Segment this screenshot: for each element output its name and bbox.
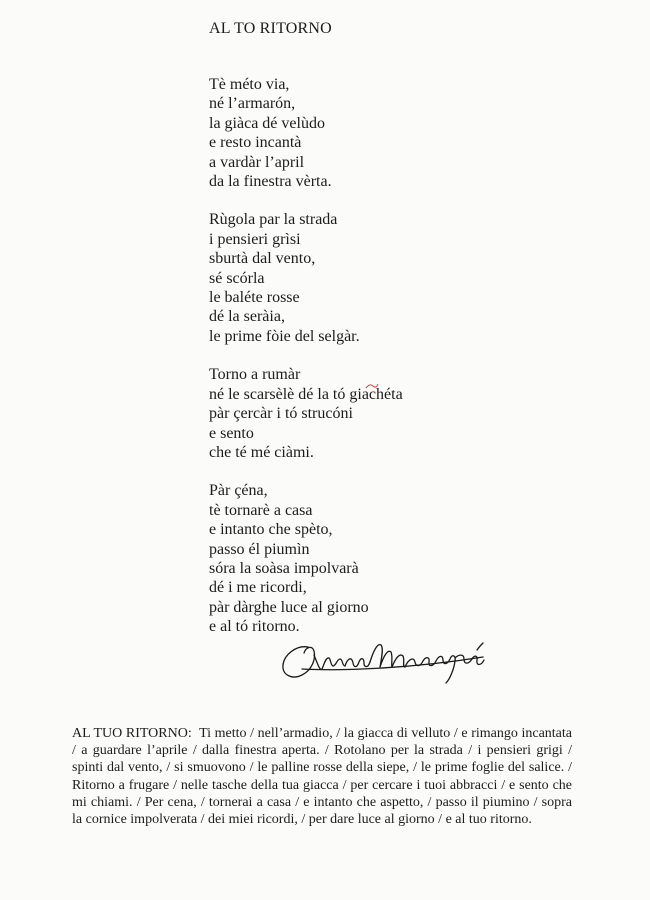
poem-line: sé scórla (209, 269, 265, 287)
poem-line: le prime fòie del selgàr. (209, 327, 360, 345)
poem-line: né le scarsèlè dé la tó giachéta (209, 385, 403, 403)
poem-line: e intanto che spèto, (209, 521, 333, 539)
handwritten-signature (278, 625, 493, 687)
poem-line: e resto incantà (209, 134, 302, 152)
stanza-3 (209, 365, 403, 462)
poem-line: da la finestra vèrta. (209, 173, 332, 191)
translation-paragraph (72, 725, 572, 828)
poem-line: Torno a rumàr (209, 366, 301, 384)
pen-mark (365, 382, 379, 390)
poem-line: a vardàr l’april (209, 153, 305, 171)
translation-label: AL TUO RITORNO: (72, 726, 192, 741)
poem-line: pàr dàrghe luce al giorno (209, 598, 369, 616)
poem-line: le baléte rosse (209, 289, 300, 307)
poem-title: AL TO RITORNO (209, 20, 332, 37)
poem-line: che té mé ciàmi. (209, 443, 314, 461)
poem-line: Rùgola par la strada (209, 211, 338, 229)
poem-line: e al tó ritorno. (209, 618, 300, 636)
poem-line: tè tornarè a casa (209, 501, 313, 519)
poem-line: e sento (209, 424, 254, 442)
stanza-4 (209, 481, 403, 636)
poem-line: Pàr çéna, (209, 482, 268, 500)
poem-line: dé i me ricordi, (209, 579, 307, 597)
poem-line: Tè méto via, (209, 76, 290, 93)
poem-line: i pensieri grìsi (209, 230, 301, 248)
stanza-2 (209, 210, 403, 346)
poem-line: passo él piumìn (209, 540, 310, 558)
poem-line: la giàca dé velùdo (209, 114, 325, 132)
translation-text: Ti metto / nell’armadio, / la giacca di velluto / e rimango incantata / a guardare l’aprile / dalla finestra aperta. / Rotolano per la strada / i pensieri grigi / spinti dal vento, / si smuovono / le palline rosse della siepe, / le prime foglie del salice. / Ritorno a frugare / nelle tasche della tua giacca / per cercare i tuoi abbracci / e sento che mi chiami. / Per cena, / tornerai a casa / e intanto che aspetto, / passo il piumino / sopra la cornice impolverata / dei miei ricordi, / per dare luce al giorno / e al tuo ritorno. (72, 726, 572, 828)
poem-line: sburtà dal vento, (209, 250, 316, 268)
poem-line: sóra la soàsa impolvarà (209, 559, 359, 577)
poem-line: pàr çercàr i tó strucóni (209, 405, 353, 423)
poem-body (209, 75, 403, 656)
poem-line: né l’armarón, (209, 95, 296, 113)
poem-line: dé la seràia, (209, 308, 285, 326)
stanza-1 (209, 75, 403, 191)
